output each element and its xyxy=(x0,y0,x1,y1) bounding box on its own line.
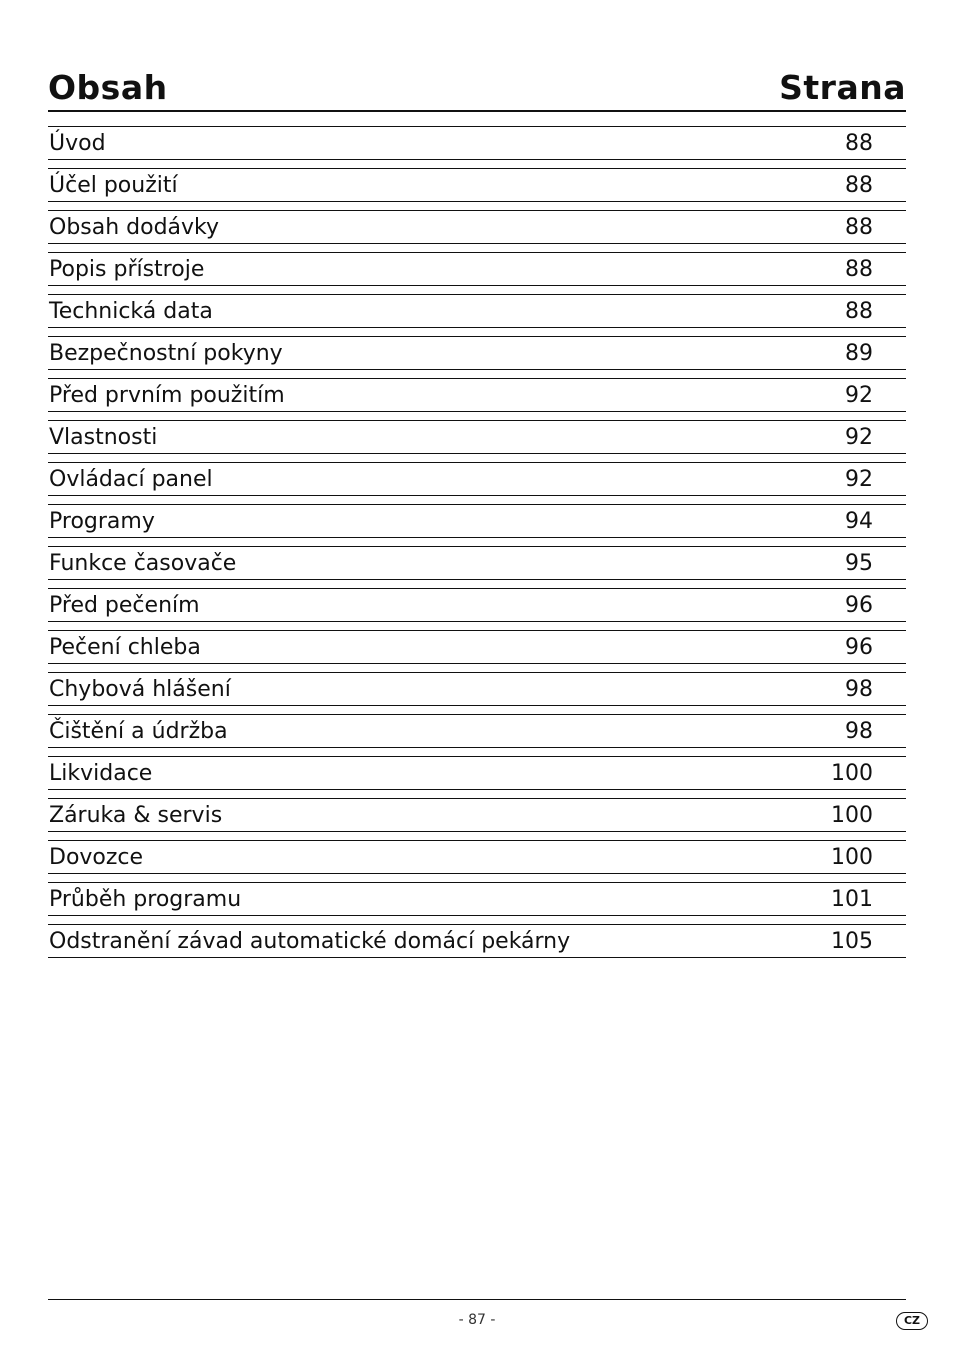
toc-entry-page: 101 xyxy=(831,887,873,912)
toc-entry-label: Chybová hlášení xyxy=(49,677,231,702)
toc-entry[interactable] xyxy=(48,714,906,748)
toc-entry-label: Odstranění závad automatické domácí pekárny xyxy=(49,929,571,954)
toc-entry[interactable] xyxy=(48,588,906,622)
toc-entry[interactable] xyxy=(48,630,906,664)
toc-entry-label: Před prvním použitím xyxy=(49,383,285,408)
toc-entry-page: 98 xyxy=(845,719,873,744)
toc-entry-label: Ovládací panel xyxy=(49,467,213,492)
page-number: - 87 - xyxy=(458,1312,496,1328)
toc-entry-page: 98 xyxy=(845,677,873,702)
toc-entry-page: 96 xyxy=(845,593,873,618)
toc-entry-label: Obsah dodávky xyxy=(49,215,220,240)
toc-entry[interactable] xyxy=(48,756,906,790)
toc-entry-page: 92 xyxy=(845,467,873,492)
toc-entry[interactable] xyxy=(48,210,906,244)
toc-entry-page: 95 xyxy=(845,551,873,576)
toc-entry-page: 88 xyxy=(845,173,873,198)
toc-entry[interactable] xyxy=(48,378,906,412)
toc-entry[interactable] xyxy=(48,882,906,916)
toc-entry-label: Bezpečnostní pokyny xyxy=(49,341,283,366)
toc-header xyxy=(48,64,906,112)
toc-entry-page: 88 xyxy=(845,215,873,240)
page-column-title: Strana xyxy=(779,68,906,107)
toc-entry-label: Záruka & servis xyxy=(49,803,223,828)
toc-entry-page: 88 xyxy=(845,299,873,324)
toc-entry-page: 105 xyxy=(831,929,873,954)
toc-entry[interactable] xyxy=(48,420,906,454)
toc-entry-label: Popis přístroje xyxy=(49,257,205,282)
toc-entry-page: 94 xyxy=(845,509,873,534)
toc-entry[interactable] xyxy=(48,504,906,538)
toc-entry[interactable] xyxy=(48,336,906,370)
toc-entry-label: Programy xyxy=(49,509,155,534)
language-badge: CZ xyxy=(896,1312,928,1330)
toc-entry-page: 92 xyxy=(845,383,873,408)
table-of-contents xyxy=(48,126,906,966)
toc-entry[interactable] xyxy=(48,924,906,958)
toc-entry[interactable] xyxy=(48,672,906,706)
toc-entry-label: Likvidace xyxy=(49,761,153,786)
toc-entry-label: Průběh programu xyxy=(49,887,242,912)
toc-entry-label: Úvod xyxy=(49,131,106,156)
toc-entry-label: Pečení chleba xyxy=(49,635,201,660)
toc-entry-page: 100 xyxy=(831,845,873,870)
footer-divider xyxy=(48,1299,906,1300)
toc-entry-page: 92 xyxy=(845,425,873,450)
toc-entry-label: Před pečením xyxy=(49,593,200,618)
toc-entry[interactable] xyxy=(48,840,906,874)
toc-entry-label: Funkce časovače xyxy=(49,551,237,576)
page-title: Obsah xyxy=(48,68,168,107)
toc-entry-page: 88 xyxy=(845,257,873,282)
toc-entry-page: 96 xyxy=(845,635,873,660)
toc-entry-page: 100 xyxy=(831,761,873,786)
toc-entry[interactable] xyxy=(48,168,906,202)
toc-entry-label: Technická data xyxy=(49,299,213,324)
toc-entry[interactable] xyxy=(48,462,906,496)
toc-entry[interactable] xyxy=(48,798,906,832)
toc-entry[interactable] xyxy=(48,252,906,286)
toc-entry-page: 88 xyxy=(845,131,873,156)
toc-entry-label: Dovozce xyxy=(49,845,144,870)
toc-entry[interactable] xyxy=(48,294,906,328)
toc-entry-label: Účel použití xyxy=(49,173,178,198)
toc-entry-page: 89 xyxy=(845,341,873,366)
toc-entry-label: Vlastnosti xyxy=(49,425,158,450)
toc-entry-page: 100 xyxy=(831,803,873,828)
toc-entry[interactable] xyxy=(48,126,906,160)
toc-entry[interactable] xyxy=(48,546,906,580)
toc-entry-label: Čištění a údržba xyxy=(49,719,228,744)
